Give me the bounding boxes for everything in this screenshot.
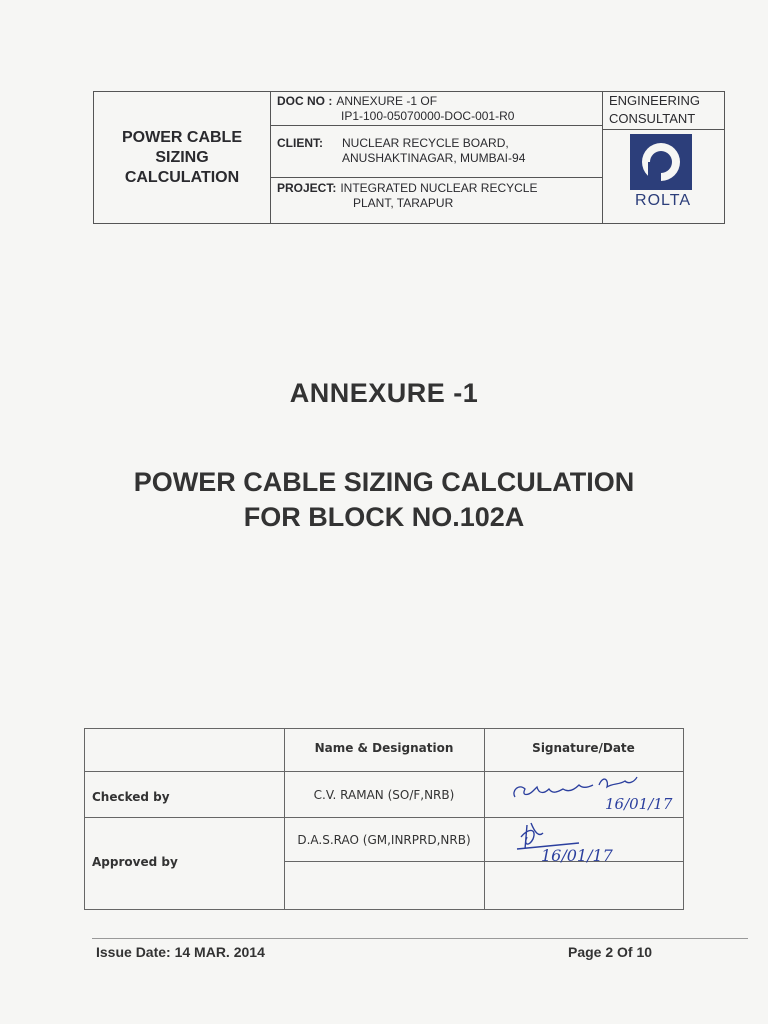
header-title-cell bbox=[94, 92, 271, 223]
checked-by-label: Checked by bbox=[92, 790, 170, 804]
client-cell bbox=[271, 126, 602, 178]
row-divider bbox=[85, 817, 683, 818]
consultant-cell bbox=[602, 92, 724, 223]
main-title-line1: POWER CABLE SIZING CALCULATION bbox=[133, 467, 635, 497]
consultant-line1: ENGINEERING bbox=[609, 93, 701, 108]
logo-text: ROLTA bbox=[635, 192, 691, 209]
doc-no-line1: ANNEXURE -1 OF bbox=[336, 94, 438, 108]
checked-date: 16/01/17 bbox=[605, 795, 673, 813]
approved-date: 16/01/17 bbox=[541, 846, 613, 865]
client-line2: ANUSHAKTINAGAR, MUMBAI-94 bbox=[342, 151, 526, 165]
column-divider bbox=[484, 729, 485, 909]
doc-no-cell bbox=[271, 92, 602, 126]
approved-by-label: Approved by bbox=[92, 855, 178, 869]
client-label: CLIENT: bbox=[277, 136, 323, 150]
main-title-line2: FOR BLOCK NO.102A bbox=[243, 502, 525, 532]
column-divider bbox=[284, 729, 285, 909]
header-details bbox=[271, 92, 602, 223]
signature-date-header: Signature/Date bbox=[532, 741, 635, 755]
page-number: Page 2 Of 10 bbox=[568, 944, 653, 960]
doc-no-line2: IP1-100-05070000-DOC-001-R0 bbox=[341, 109, 515, 123]
project-line2: PLANT, TARAPUR bbox=[353, 196, 454, 210]
footer-divider bbox=[92, 938, 748, 939]
approved-by-name: D.A.S.RAO (GM,INRPRD,NRB) bbox=[297, 833, 471, 847]
checked-by-name: C.V. RAMAN (SO/F,NRB) bbox=[313, 788, 455, 802]
name-designation-header: Name & Designation bbox=[314, 741, 454, 755]
project-cell bbox=[271, 178, 602, 223]
consultant-line2: CONSULTANT bbox=[603, 110, 724, 130]
issue-date: Issue Date: 14 MAR. 2014 bbox=[96, 944, 265, 960]
checked-signature bbox=[509, 771, 679, 815]
approved-signature bbox=[509, 819, 679, 869]
header-table bbox=[93, 91, 725, 224]
doc-no-label: DOC NO : bbox=[277, 94, 333, 108]
signoff-table bbox=[84, 728, 684, 910]
rolta-logo-icon bbox=[630, 134, 692, 190]
project-line1: INTEGRATED NUCLEAR RECYCLE bbox=[340, 181, 538, 195]
main-title bbox=[0, 465, 768, 535]
client-line1: NUCLEAR RECYCLE BOARD, bbox=[342, 136, 509, 150]
doc-title: POWER CABLE SIZING CALCULATION bbox=[122, 128, 242, 186]
project-label: PROJECT: bbox=[277, 181, 337, 195]
annexure-title: ANNEXURE -1 bbox=[289, 378, 479, 408]
